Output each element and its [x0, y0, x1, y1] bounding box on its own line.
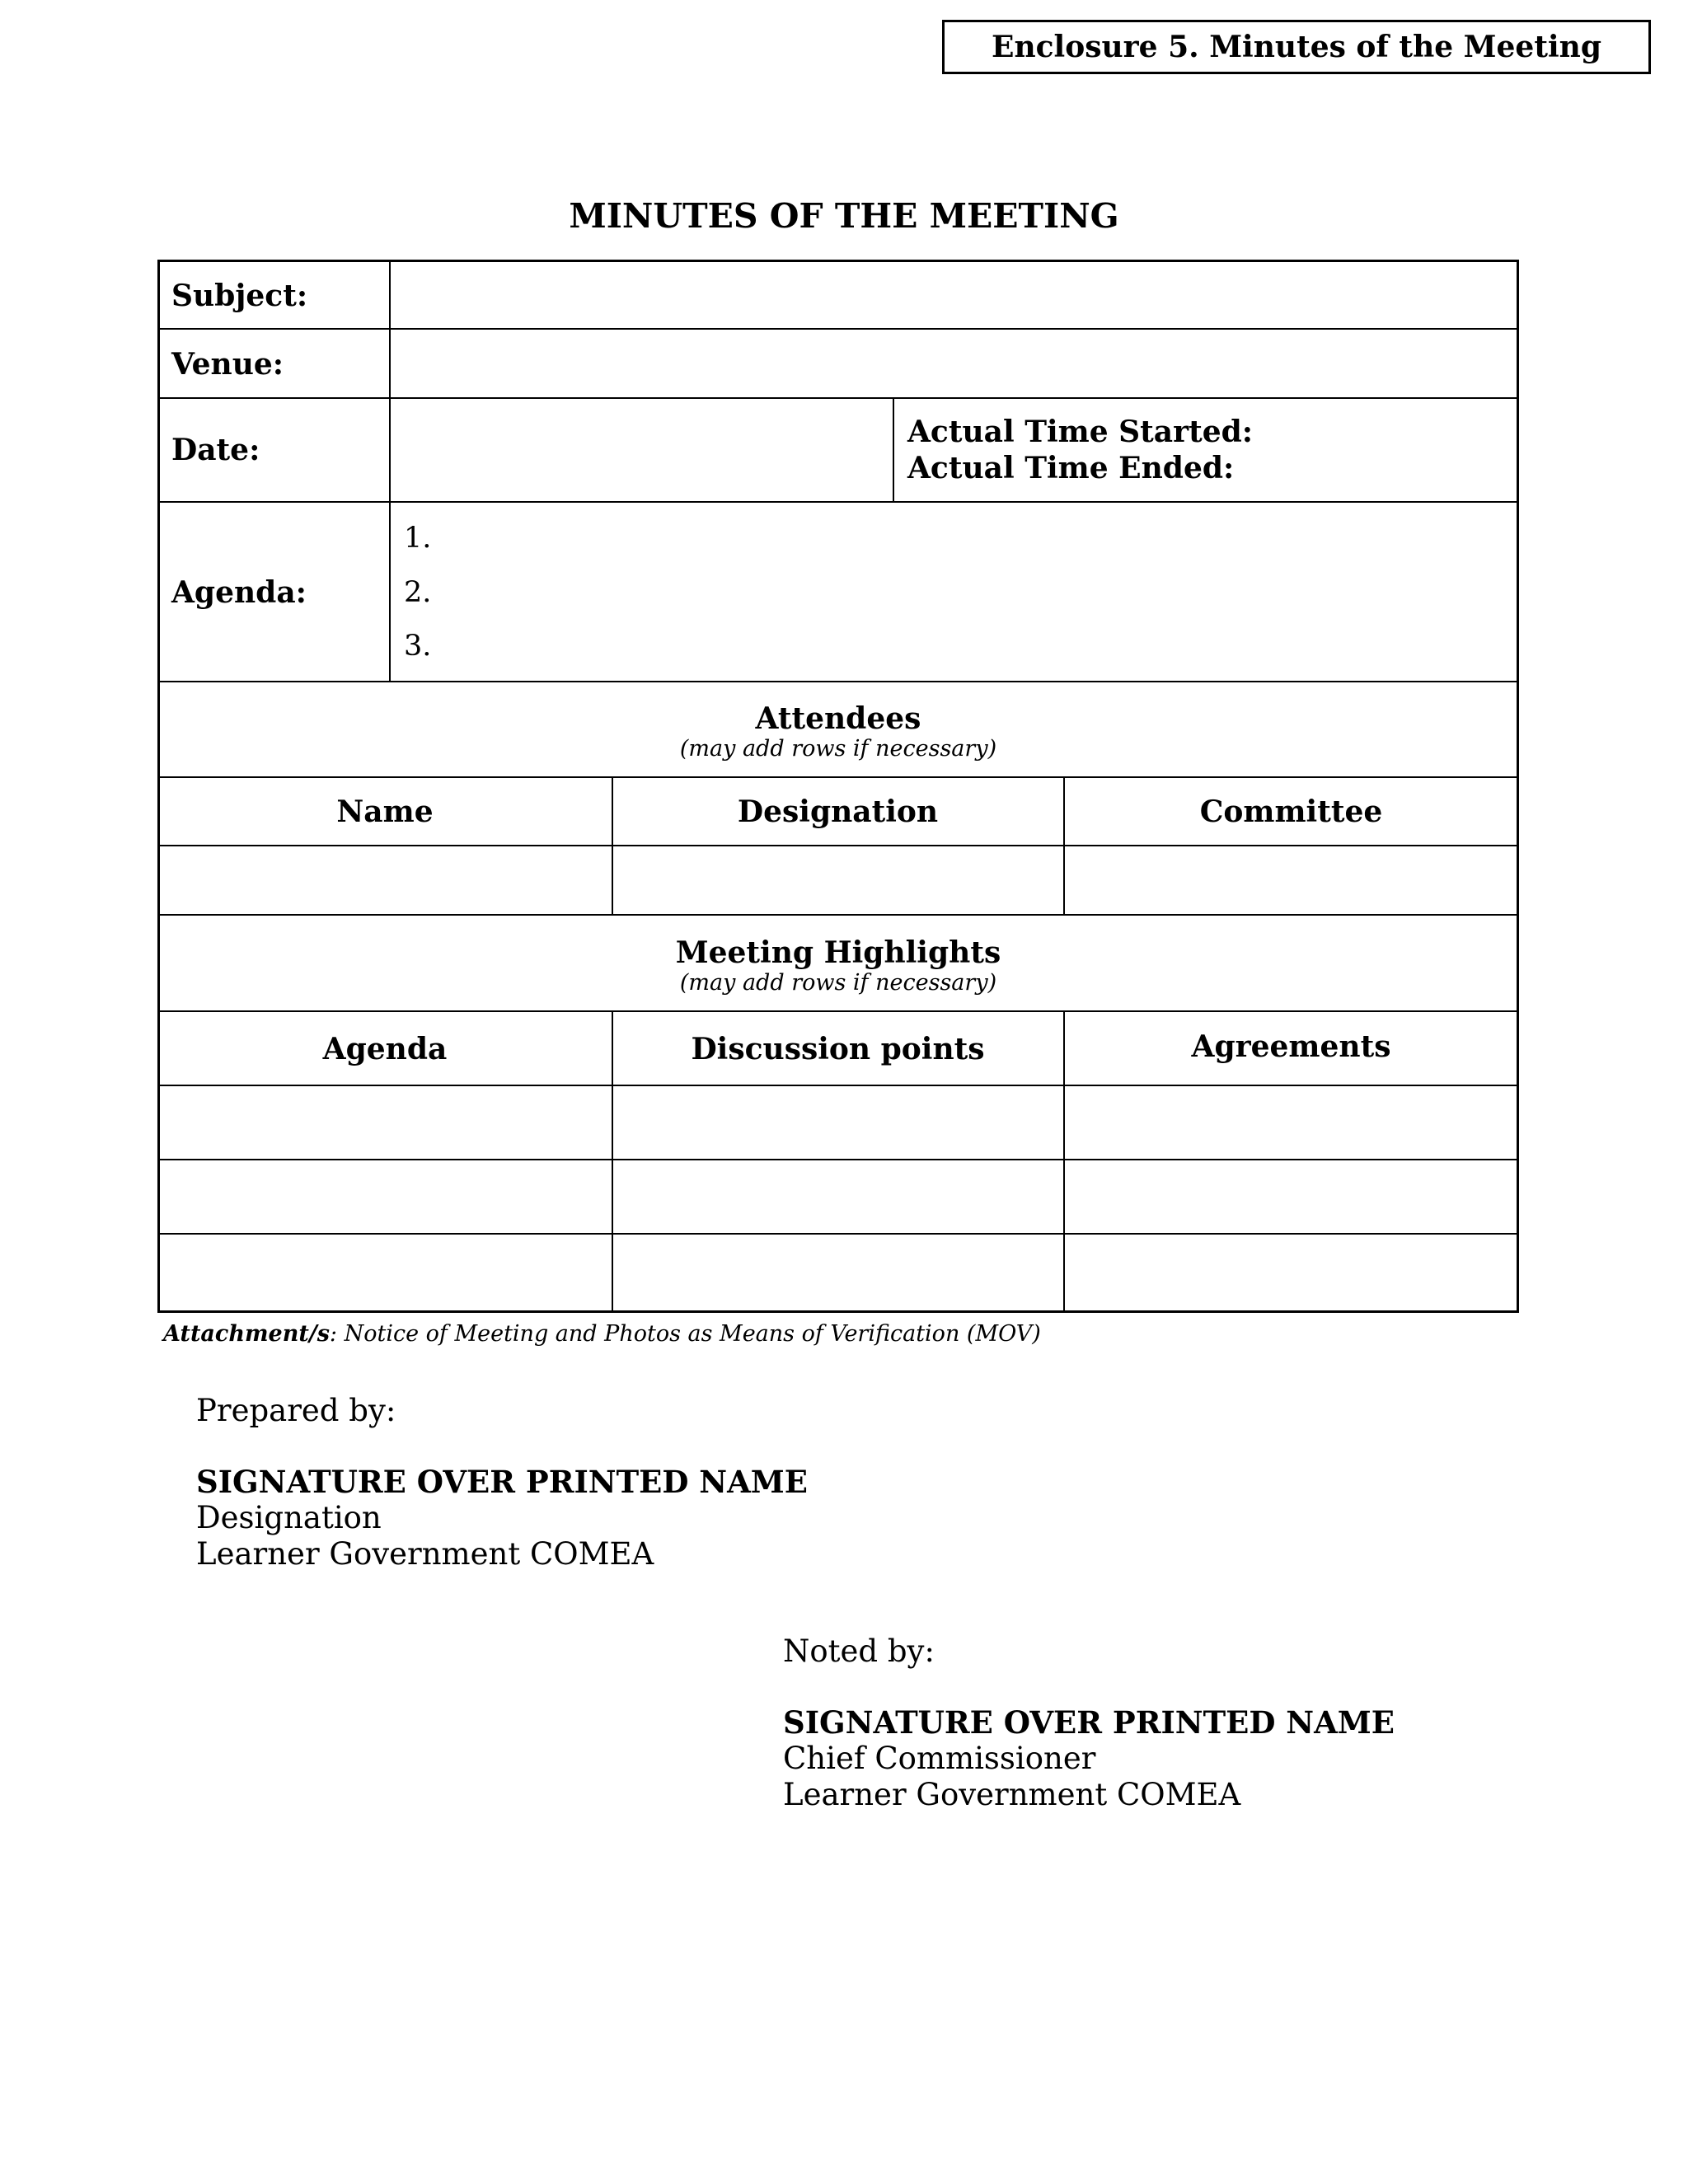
row-divider	[157, 776, 1519, 778]
enclosure-label: Enclosure 5. Minutes of the Meeting	[942, 20, 1651, 74]
attachment-text: : Notice of Meeting and Photos as Means of Verification (MOV)	[329, 1321, 1041, 1347]
highlights-col-discussion: Discussion points	[691, 1032, 985, 1066]
date-field[interactable]	[392, 401, 891, 499]
highlights-col-agenda: Agenda	[322, 1032, 448, 1066]
time-started-label: Actual Time Started:	[907, 415, 1254, 449]
noted-org: Learner Government COMEA	[783, 1777, 1241, 1812]
attendees-col-designation: Designation	[737, 794, 939, 829]
row-divider	[157, 328, 1519, 330]
venue-label: Venue:	[171, 347, 284, 382]
row-divider	[157, 397, 1519, 399]
prepared-role: Designation	[196, 1500, 382, 1535]
row-divider	[157, 1159, 1519, 1160]
attendee-committee-cell[interactable]	[1067, 848, 1515, 912]
row-divider	[157, 1010, 1519, 1012]
agenda-item-3: 3.	[404, 630, 432, 663]
attendees-col-committee: Committee	[1199, 794, 1383, 829]
agenda-label: Agenda:	[171, 575, 307, 610]
highlights-note: (may add rows if necessary)	[679, 970, 997, 996]
row-divider	[157, 681, 1519, 682]
attendees-col-name: Name	[336, 794, 434, 829]
row-divider	[157, 501, 1519, 503]
attachment-note	[163, 1321, 1041, 1347]
column-divider	[893, 397, 894, 502]
highlight-agenda-cell[interactable]	[162, 1088, 610, 1157]
prepared-by-label: Prepared by:	[196, 1393, 396, 1428]
prepared-signature: SIGNATURE OVER PRINTED NAME	[196, 1464, 808, 1500]
attendees-note: (may add rows if necessary)	[679, 736, 997, 762]
attendee-name-cell[interactable]	[162, 848, 610, 912]
date-label: Date:	[171, 433, 260, 467]
agenda-item-1: 1.	[404, 522, 432, 555]
highlight-agreements-cell[interactable]	[1067, 1162, 1515, 1231]
row-divider	[157, 1233, 1519, 1235]
noted-by-label: Noted by:	[783, 1633, 935, 1669]
highlights-heading: Meeting Highlights	[675, 935, 1001, 970]
row-divider	[157, 914, 1519, 916]
subject-label: Subject:	[171, 279, 308, 313]
highlight-agreements-cell[interactable]	[1067, 1236, 1515, 1309]
highlight-discussion-cell[interactable]	[615, 1236, 1062, 1309]
highlight-agenda-cell[interactable]	[162, 1162, 610, 1231]
prepared-by-block	[196, 1393, 808, 1572]
attendee-designation-cell[interactable]	[615, 848, 1062, 912]
column-divider	[389, 260, 391, 682]
highlight-agreements-cell[interactable]	[1067, 1088, 1515, 1157]
table-border-left	[157, 260, 160, 1313]
highlight-discussion-cell[interactable]	[615, 1162, 1062, 1231]
table-border-right	[1517, 260, 1519, 1313]
noted-role: Chief Commissioner	[783, 1741, 1096, 1776]
subject-field[interactable]	[392, 264, 1515, 326]
prepared-org: Learner Government COMEA	[196, 1536, 654, 1572]
highlights-col-agreements: Agreements	[1191, 1029, 1391, 1064]
highlight-agenda-cell[interactable]	[162, 1236, 610, 1309]
attachment-label: Attachment/s	[163, 1321, 330, 1347]
row-divider	[157, 1085, 1519, 1086]
agenda-item-2: 2.	[404, 576, 432, 609]
row-divider	[157, 845, 1519, 846]
attendees-heading: Attendees	[755, 701, 921, 736]
time-ended-label: Actual Time Ended:	[907, 451, 1235, 485]
noted-by-block	[783, 1633, 1395, 1813]
venue-field[interactable]	[392, 331, 1515, 396]
page-title: MINUTES OF THE MEETING	[569, 196, 1119, 236]
table-border-top	[157, 260, 1519, 262]
table-border-bottom	[157, 1310, 1519, 1313]
noted-signature: SIGNATURE OVER PRINTED NAME	[783, 1704, 1395, 1741]
highlight-discussion-cell[interactable]	[615, 1088, 1062, 1157]
